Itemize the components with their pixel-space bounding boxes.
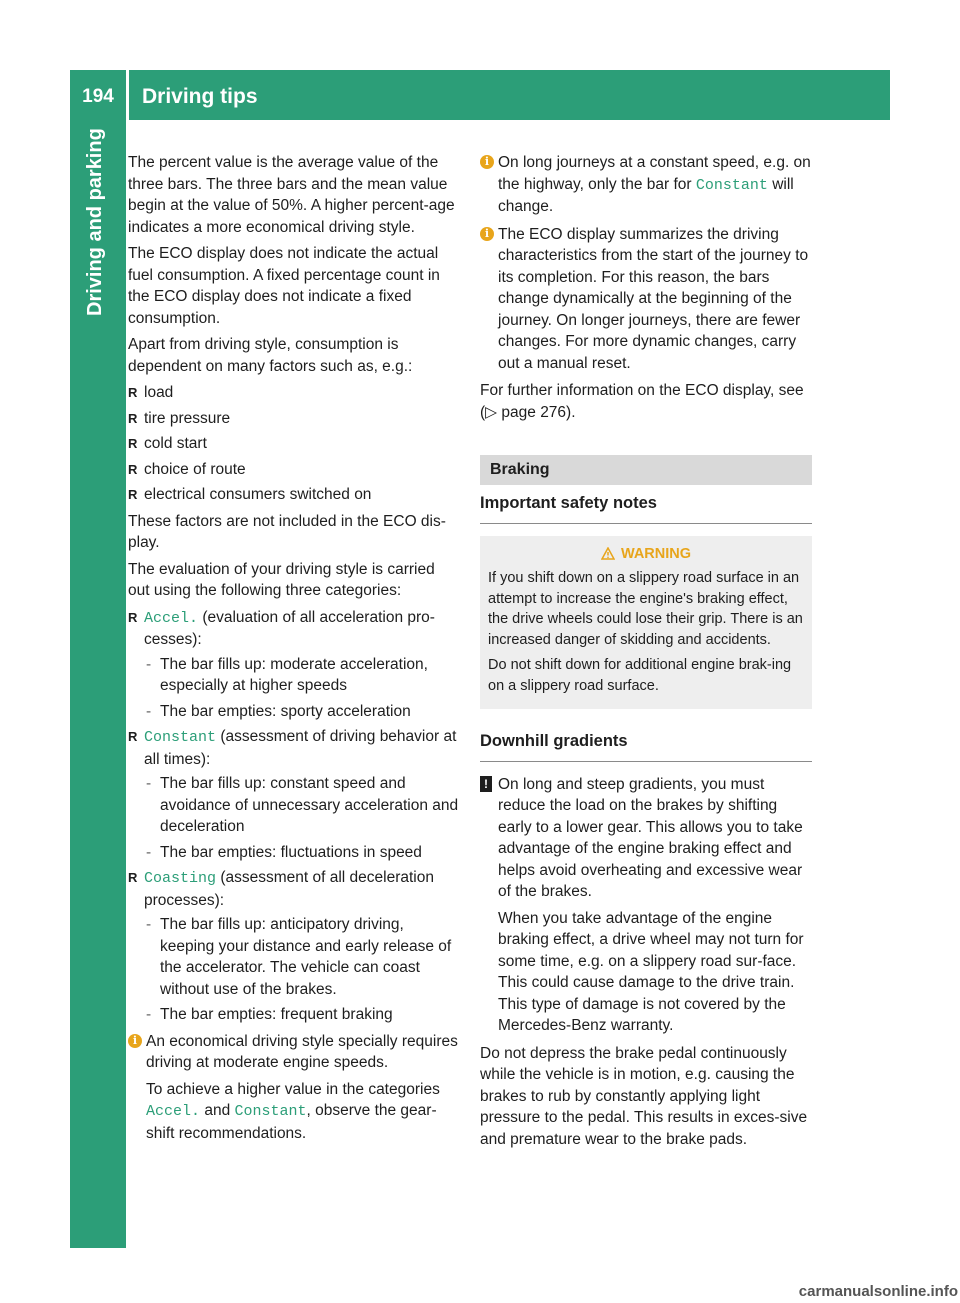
bullet-icon: R	[128, 410, 138, 426]
paragraph-evaluation: The evaluation of your driving style is carried out using the following three categories:	[128, 560, 435, 599]
sub-list	[144, 914, 460, 1026]
category-coasting: R Coasting (assessment of all deceleration processes): - The bar fills up: anticipatory driving, keeping your distance and early release of the accelerator. The vehicle can coast without use of the brakes. - The bar empties: frequent braking	[128, 867, 460, 1026]
page-ref-arrow-icon: ▷	[485, 403, 498, 421]
dash-icon: -	[146, 655, 152, 673]
bullet-icon: R	[128, 729, 138, 744]
info-note-economical	[128, 1031, 460, 1145]
dash-icon: -	[146, 1006, 152, 1023]
list-item: - The bar fills up: constant speed and avoidance of unnecessary acceleration and deceleration	[146, 775, 459, 835]
bullet-icon: R	[128, 461, 138, 477]
page-title: Driving tips	[142, 85, 258, 108]
exclamation-icon: !	[480, 776, 492, 792]
list-item: R electrical consumers switched on	[128, 484, 460, 506]
code-constant: Constant	[144, 729, 217, 746]
dash-icon: -	[146, 916, 152, 933]
list-item: - The bar empties: frequent braking	[144, 1004, 460, 1026]
subheading-safety-notes: Important safety notes	[480, 493, 812, 524]
code-constant: Constant	[695, 176, 768, 194]
category-constant: R Constant (assessment of driving behavior at all times): - The bar fills up: constant speed and avoidance of unnecessary acceleration and deceleration - The bar empties: fluctuations in speed	[128, 726, 460, 863]
code-constant: Constant	[234, 1103, 307, 1120]
factors-list	[128, 382, 460, 506]
paragraph-percent: The percent value is the average value of the three bars. The three bars and the mean value begin at the value of 50%. A higher percent-age indicates a more economical driving style.	[128, 154, 455, 236]
list-item: - The bar empties: fluctuations in speed	[144, 842, 460, 864]
paragraph-eco-not-actual: The ECO display does not indicate the actual fuel consumption. A fixed percentage count in the ECO display does not indicate a fixed consumption.	[128, 245, 440, 327]
page-reference-link[interactable]: page 276).	[497, 403, 576, 421]
section-heading-braking: Braking	[480, 455, 812, 485]
warning-title: WARNING	[488, 544, 804, 565]
paragraph-factors-intro: Apart from driving style, consumption is dependent on many factors such as, e.g.:	[128, 336, 413, 375]
info-note-long-journeys: i On long journeys at a constant speed, e.g. on the highway, only the bar for Constant will change.	[480, 152, 812, 218]
dash-icon: -	[146, 702, 152, 720]
page-number: 194	[82, 86, 114, 107]
warning-box	[480, 536, 812, 710]
list-item: R tire pressure	[128, 408, 460, 430]
bullet-icon: R	[128, 870, 138, 885]
caution-text-2: When you take advantage of the engine braking effect, a drive wheel may not turn for some time, e.g. on a slippery road sur-face. This could cause damage to the drive train. This type of damage is not covered by the Mercedes-Benz warranty.	[498, 909, 804, 1034]
list-item: R load	[128, 382, 460, 404]
code-accel: Accel.	[146, 1103, 201, 1120]
code-accel: Accel.	[144, 609, 199, 627]
bullet-icon: R	[128, 436, 138, 451]
caution-note-downhill	[480, 774, 812, 1037]
note-text: The ECO display summarizes the driving characteristics from the start of the journey to its completion. For this reason, the bars change dynamically at the beginning of the journey. On longer journeys, there are fewer changes. For more dynamic changes, carry out a manual reset.	[498, 225, 809, 372]
paragraph-factors-excluded: These factors are not included in the ECO dis-play.	[128, 512, 446, 551]
right-column	[480, 152, 812, 1155]
header-divider	[126, 70, 129, 120]
warning-text: If you shift down on a slippery road surface in an attempt to increase the engine's braking effect, the drive wheels could lose their grip. There is an increased danger of skidding and accidents.	[488, 570, 803, 648]
bullet-icon: R	[128, 609, 138, 625]
sub-list	[144, 773, 460, 863]
list-item: R choice of route	[128, 459, 460, 481]
code-coasting: Coasting	[144, 870, 217, 887]
dash-icon: -	[146, 843, 152, 861]
dash-icon: -	[146, 775, 152, 792]
caution-text: On long and steep gradients, you must reduce the load on the brakes by shifting early to a lower gear. This allows you to take advantage of the engine braking effect and helps avoid overheating and excessive wear of the brakes.	[498, 775, 803, 900]
left-column	[128, 152, 460, 1150]
warning-text-2: Do not shift down for additional engine brak-ing on a slippery road surface.	[488, 657, 792, 694]
sub-list	[144, 654, 460, 723]
subheading-downhill: Downhill gradients	[480, 731, 812, 762]
bullet-icon: R	[128, 385, 138, 400]
watermark: carmanualsonline.info	[798, 1283, 958, 1300]
list-item: R cold start	[128, 433, 460, 455]
info-note-eco-summary	[480, 224, 812, 375]
note-text-gearshift: To achieve a higher value in the categories Accel. and Constant, observe the gear-shift recommendations.	[146, 1080, 440, 1142]
list-item: - The bar empties: sporty acceleration	[144, 701, 460, 723]
list-item: - The bar fills up: moderate acceleration, especially at higher speeds	[146, 655, 428, 694]
side-label-wrap	[70, 120, 126, 320]
paragraph-further-info: For further information on the ECO display, see (▷ page 276).	[480, 382, 804, 421]
bullet-icon: R	[128, 487, 138, 502]
category-accel: R Accel. (evaluation of all acceleration pro-cesses): - The bar fills up: moderate acceleration, especially at higher speeds - The bar empties: sporty acceleration	[128, 607, 460, 723]
paragraph-brake-pedal: Do not depress the brake pedal continuously while the vehicle is in motion, e.g. causing the brakes to rub by constantly applying light pressure to the pedal. This results in exces-sive and premature wear to the brake pads.	[480, 1044, 808, 1148]
categories-list	[128, 607, 460, 1026]
info-icon: i	[480, 155, 494, 169]
note-text: An economical driving style specially requires driving at moderate engine speeds.	[146, 1032, 458, 1071]
list-item: - The bar fills up: anticipatory driving, keeping your distance and early release of the accelerator. The vehicle can coast without use of the brakes.	[146, 916, 452, 998]
info-icon: i	[480, 227, 494, 241]
info-icon: i	[128, 1034, 142, 1048]
side-chapter-label: Driving and parking	[84, 128, 106, 316]
warning-triangle-icon	[601, 547, 615, 560]
